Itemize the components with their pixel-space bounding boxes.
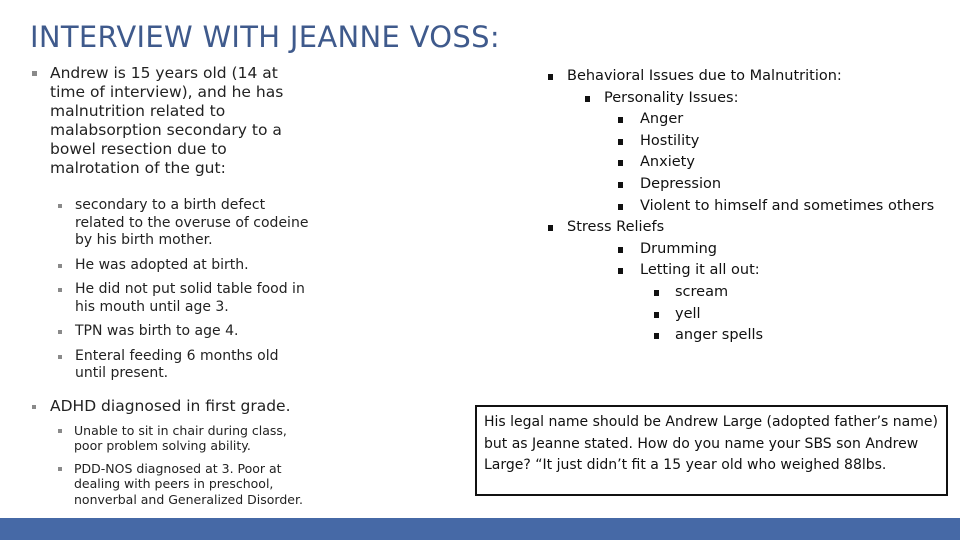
adhd-sub-list bbox=[30, 423, 310, 508]
sub-bullet-unable-to-sit: Unable to sit in chair during class, poor problem solving ability. bbox=[30, 423, 310, 454]
bottom-accent-bar bbox=[0, 518, 960, 540]
sub-bullet-birth-defect: secondary to a birth defect related to the overuse of codeine by his birth mother. bbox=[30, 197, 310, 250]
bullet-anger: Anger bbox=[548, 109, 948, 131]
legal-name-note-box: His legal name should be Andrew Large (adopted father’s name) but as Jeanne stated. How do you name your SBS son Andrew Large? “It just didn’t fit a 15 year old who weighed 88lbs. bbox=[475, 405, 948, 496]
bullet-yell: yell bbox=[548, 304, 948, 326]
left-bullet-list bbox=[30, 64, 310, 178]
bullet-personality-issues: Personality Issues: bbox=[548, 88, 948, 110]
right-column bbox=[548, 66, 948, 347]
bullet-behavioral-issues: Behavioral Issues due to Malnutrition: bbox=[548, 66, 948, 88]
sub-bullet-solid-food: He did not put solid table food in his mouth until age 3. bbox=[30, 281, 310, 316]
bullet-andrew-condition: Andrew is 15 years old (14 at time of interview), and he has malnutrition related to malabsorption secondary to a bowel resection due to malrotation of the gut: bbox=[30, 64, 310, 178]
sub-bullet-pdd-nos: PDD-NOS diagnosed at 3. Poor at dealing with peers in preschool, nonverbal and Generalized Disorder. bbox=[30, 461, 310, 508]
bullet-drumming: Drumming bbox=[548, 239, 948, 261]
condition-sub-list bbox=[30, 197, 310, 383]
bullet-anger-spells: anger spells bbox=[548, 325, 948, 347]
bullet-letting-it-out: Letting it all out: bbox=[548, 260, 948, 282]
bullet-stress-reliefs: Stress Reliefs bbox=[548, 217, 948, 239]
sub-bullet-enteral-feeding: Enteral feeding 6 months old until present. bbox=[30, 348, 310, 383]
sub-bullet-tpn: TPN was birth to age 4. bbox=[30, 323, 310, 341]
bullet-anxiety: Anxiety bbox=[548, 152, 948, 174]
adhd-list bbox=[30, 397, 310, 416]
bullet-violent: Violent to himself and sometimes others bbox=[548, 196, 948, 218]
bullet-depression: Depression bbox=[548, 174, 948, 196]
left-column bbox=[30, 64, 310, 507]
sub-bullet-adopted: He was adopted at birth. bbox=[30, 257, 310, 275]
behavior-list bbox=[548, 66, 948, 347]
bullet-adhd: ADHD diagnosed in first grade. bbox=[30, 397, 310, 416]
slide-title: INTERVIEW WITH JEANNE VOSS: bbox=[30, 20, 500, 54]
bullet-scream: scream bbox=[548, 282, 948, 304]
bullet-hostility: Hostility bbox=[548, 131, 948, 153]
